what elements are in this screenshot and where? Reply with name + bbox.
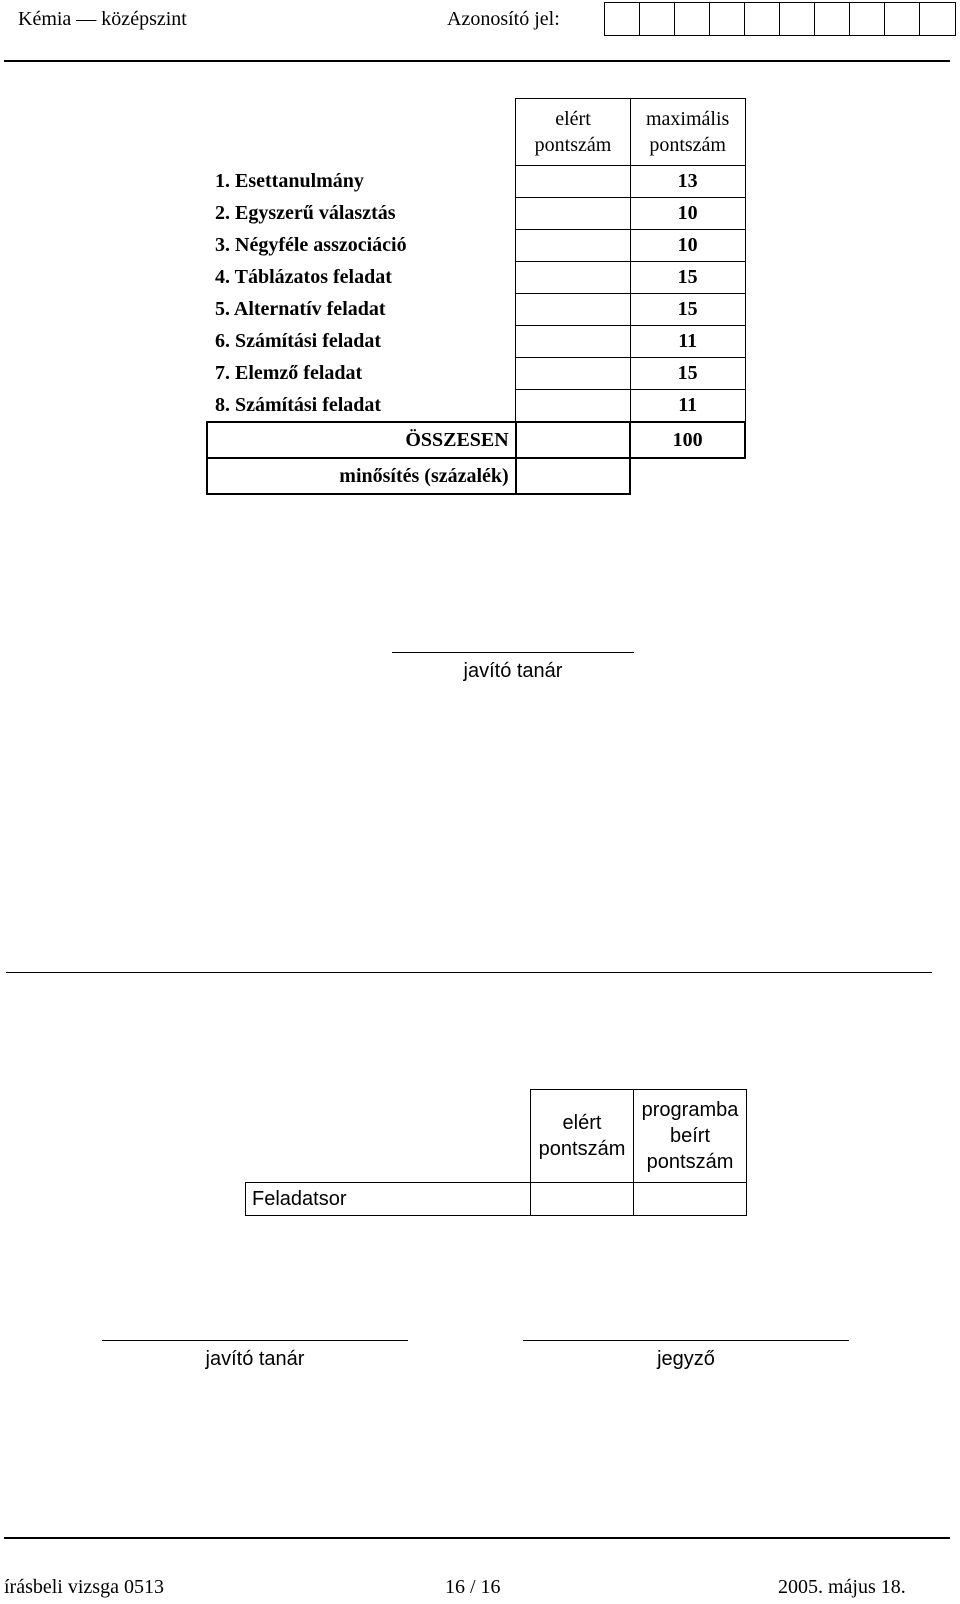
- id-box-3[interactable]: [675, 3, 710, 35]
- achieved-cell[interactable]: [516, 230, 631, 262]
- achieved-cell[interactable]: [516, 358, 631, 390]
- col-max-header: maximális pontszám: [630, 99, 745, 166]
- table-row: [246, 1183, 747, 1216]
- grade-label: minősítés (százalék): [207, 458, 516, 494]
- id-label: Azonosító jel:: [447, 8, 560, 30]
- section-divider: [6, 972, 932, 973]
- table-row: [207, 230, 745, 262]
- achieved-cell[interactable]: [516, 198, 631, 230]
- task-label: 1. Esettanulmány: [207, 166, 516, 198]
- footer-exam-code: írásbeli vizsga 0513: [4, 1576, 164, 1598]
- total-label: ÖSSZESEN: [207, 422, 516, 458]
- max-cell: 11: [630, 390, 745, 423]
- score-table: [206, 98, 746, 495]
- total-max-cell: 100: [630, 422, 745, 458]
- task-label: 6. Számítási feladat: [207, 326, 516, 358]
- col-achieved-header: elért pontszám: [516, 99, 631, 166]
- id-box-2[interactable]: [640, 3, 675, 35]
- id-box-8[interactable]: [850, 3, 885, 35]
- table-row: [207, 198, 745, 230]
- task-label: 4. Táblázatos feladat: [207, 262, 516, 294]
- task-label: 8. Számítási feladat: [207, 390, 516, 423]
- id-box-9[interactable]: [885, 3, 920, 35]
- id-box-7[interactable]: [815, 3, 850, 35]
- max-cell: 15: [630, 294, 745, 326]
- table-row: [207, 166, 745, 198]
- max-cell: 15: [630, 358, 745, 390]
- signature-label-notary: jegyző: [657, 1348, 715, 1370]
- entry-table-header: [246, 1090, 747, 1183]
- achieved-cell[interactable]: [516, 262, 631, 294]
- signature-label-teacher: javító tanár: [205, 1348, 305, 1370]
- col-achieved-header: elért pontszám: [531, 1090, 634, 1183]
- signature-line-teacher: [102, 1340, 408, 1341]
- achieved-cell[interactable]: [531, 1183, 634, 1216]
- program-cell[interactable]: [634, 1183, 747, 1216]
- id-box-1[interactable]: [605, 3, 640, 35]
- achieved-cell[interactable]: [516, 326, 631, 358]
- total-row: [207, 422, 745, 458]
- signature-line: [392, 652, 634, 653]
- signature-line-notary: [523, 1340, 849, 1341]
- max-cell: 11: [630, 326, 745, 358]
- id-box-5[interactable]: [745, 3, 780, 35]
- id-box-4[interactable]: [710, 3, 745, 35]
- max-cell: 10: [630, 230, 745, 262]
- task-label: 5. Alternatív feladat: [207, 294, 516, 326]
- max-cell: 15: [630, 262, 745, 294]
- table-row: [207, 326, 745, 358]
- max-cell: 13: [630, 166, 745, 198]
- footer-rule: [4, 1537, 950, 1539]
- task-label: 3. Négyféle asszociáció: [207, 230, 516, 262]
- grade-row: [207, 458, 745, 494]
- footer-page-number: 16 / 16: [445, 1576, 501, 1598]
- row-label-feladatsor: Feladatsor: [246, 1183, 531, 1216]
- achieved-cell[interactable]: [516, 166, 631, 198]
- max-cell: 10: [630, 198, 745, 230]
- id-box-6[interactable]: [780, 3, 815, 35]
- table-row: [207, 358, 745, 390]
- entry-table: [245, 1089, 747, 1216]
- header-title: Kémia — középszint: [18, 8, 187, 30]
- task-label: 2. Egyszerű választás: [207, 198, 516, 230]
- id-box-10[interactable]: [920, 3, 955, 35]
- table-row: [207, 262, 745, 294]
- table-row: [207, 390, 745, 423]
- task-label: 7. Elemző feladat: [207, 358, 516, 390]
- table-row: [207, 294, 745, 326]
- signature-label-teacher: javító tanár: [463, 660, 563, 682]
- footer-date: 2005. május 18.: [778, 1576, 906, 1598]
- score-table-header: [207, 99, 745, 166]
- achieved-cell[interactable]: [516, 390, 631, 423]
- achieved-cell[interactable]: [516, 294, 631, 326]
- header-rule: [4, 60, 950, 62]
- grade-cell[interactable]: [516, 458, 631, 494]
- col-program-header: programba beírt pontszám: [634, 1090, 747, 1183]
- id-input-boxes[interactable]: [604, 2, 956, 36]
- total-achieved-cell[interactable]: [516, 422, 631, 458]
